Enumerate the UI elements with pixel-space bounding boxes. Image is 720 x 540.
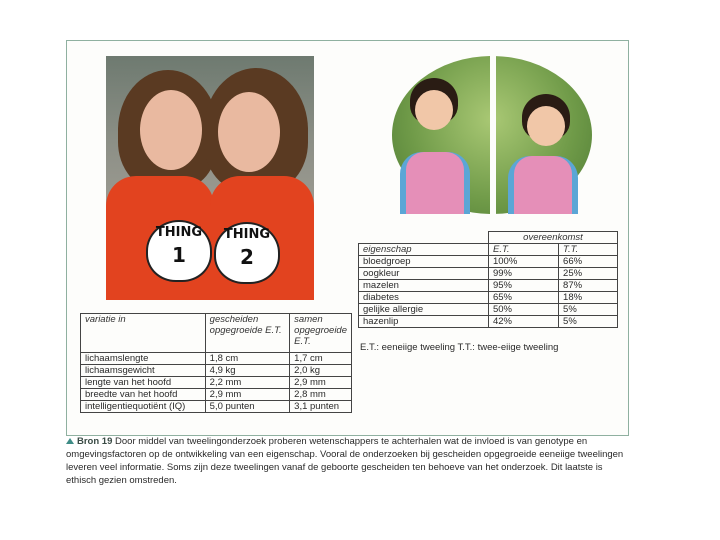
right-twin-face <box>218 92 280 172</box>
table-row: diabetes 65% 18% <box>359 292 618 304</box>
column-header: eigenschap <box>359 244 489 256</box>
table-row: lengte van het hoofd 2,2 mm 2,9 mm <box>81 377 352 389</box>
column-header: variatie in <box>81 314 206 353</box>
table-row: hazenlip 42% 5% <box>359 316 618 328</box>
table-row: lichaamsgewicht 4,9 kg 2,0 kg <box>81 365 352 377</box>
table-row: mazelen 95% 87% <box>359 280 618 292</box>
thing-1-badge <box>146 220 212 282</box>
thing-2-badge <box>214 222 280 284</box>
header-group: overeenkomst <box>488 232 617 244</box>
left-twin-face <box>140 90 202 170</box>
table-row: oogkleur 99% 25% <box>359 268 618 280</box>
table-header-row <box>81 314 352 353</box>
children-twins-photo <box>392 56 592 214</box>
left-child-half <box>392 56 490 214</box>
thing-2-word: THING <box>223 227 271 242</box>
caption-text: Door middel van tweelingonderzoek proberen wetenschappers te achterhalen wat de invloed is van genotype en omgevingsfactoren op de ontwikkeling van een eigenschap. Vooral de onderzoeken bij gescheiden opgegroeide eeneiige tweelingen leveren veel informatie. Soms zijn deze tweelingen vanaf de geboorte gescheiden ten behoeve van het onderzoek. Dit laatste is ethisch gezien omstreden. <box>66 436 624 486</box>
table-row: intelligentiequotiënt (IQ) 5,0 punten 3,1 punten <box>81 401 352 413</box>
thing-1-number: 1 <box>172 243 186 267</box>
table-header-row <box>359 244 618 256</box>
table-row: lichaamslengte 1,8 cm 1,7 cm <box>81 353 352 365</box>
table-row: gelijke allergie 50% 5% <box>359 304 618 316</box>
right-child-half <box>496 56 592 214</box>
column-header: T.T. <box>559 244 618 256</box>
table-legend: E.T.: eeneiige tweeling T.T.: twee-eiige tweeling <box>360 342 559 353</box>
column-header: E.T. <box>488 244 558 256</box>
source-caption <box>66 435 631 487</box>
variation-table <box>80 313 352 413</box>
table-row: bloedgroep 100% 66% <box>359 256 618 268</box>
thing-2-number: 2 <box>240 245 254 269</box>
caption-lead: Bron 19 <box>77 436 113 447</box>
thing-1-word: THING <box>155 225 203 240</box>
table-header-row <box>359 232 618 244</box>
twins-photo <box>106 56 314 300</box>
similarity-table <box>358 231 618 328</box>
column-header: gescheiden opgegroeide E.T. <box>205 314 290 353</box>
column-header: samen opgegroeide E.T. <box>290 314 352 353</box>
table-row: breedte van het hoofd 2,9 mm 2,8 mm <box>81 389 352 401</box>
triangle-marker-icon <box>66 438 74 444</box>
